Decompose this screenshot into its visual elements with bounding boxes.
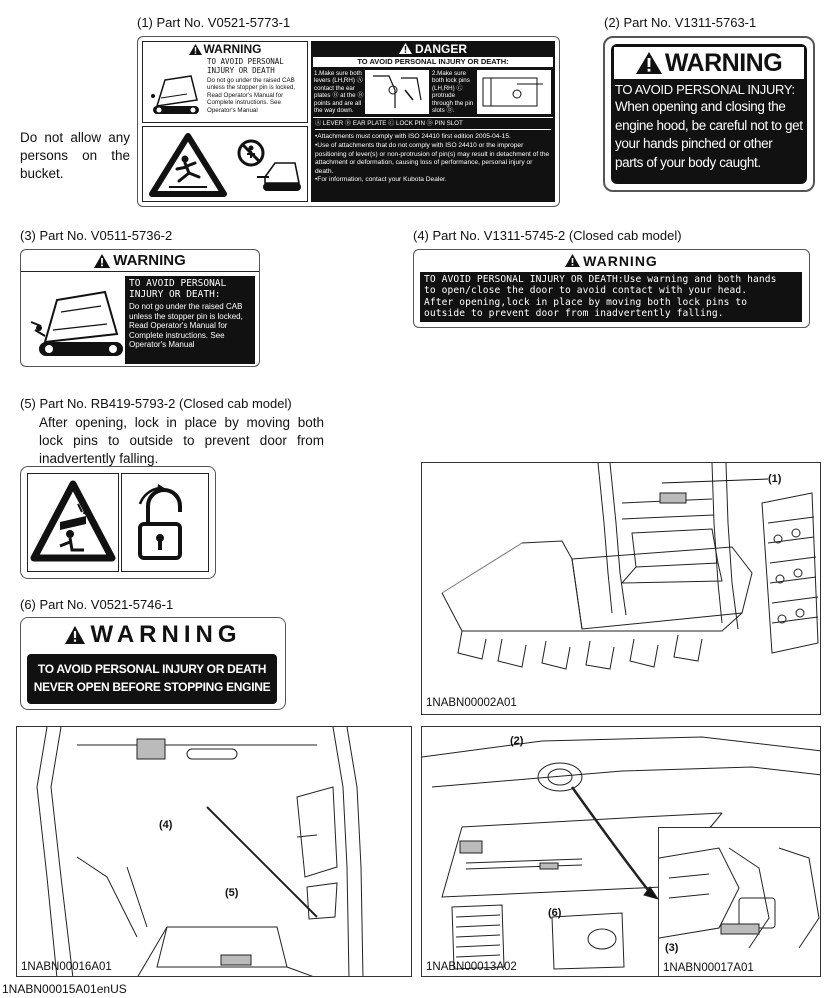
label1-step1-text: 1.Make sure both levers (LH,RH) Ⓐ contact the ear plates Ⓑ at the Ⓑ points and are all the way down. [314, 70, 364, 115]
fig4-id: 1NABN00017A01 [663, 962, 754, 974]
figure-machine-front [421, 462, 821, 715]
machine-front-drawing [422, 463, 821, 715]
label6-line1: TO AVOID PERSONAL INJURY OR DEATH [37, 662, 267, 676]
label5-caption: (5) Part No. RB419-5793-2 (Closed cab model) [20, 396, 292, 411]
label5-left-cell [27, 473, 119, 572]
label4-text-panel [420, 272, 802, 322]
fig2-callout-b: (5) [225, 887, 239, 899]
fig4-callout: (3) [665, 942, 679, 954]
label1-bullets [315, 133, 551, 185]
label5-right-cell [121, 473, 209, 572]
label1-step2-text: 2.Make sure both lock pins (LH,RH) Ⓒ protrude through the pin slots Ⓓ. [432, 70, 474, 115]
label3-header [21, 250, 259, 272]
label1-danger-panel [311, 41, 555, 202]
label4-caption: (4) Part No. V1311-5745-2 (Closed cab model) [413, 228, 682, 243]
label6-line2: NEVER OPEN BEFORE STOPPING ENGINE [33, 680, 271, 694]
fig1-id: 1NABN00002A01 [426, 697, 517, 709]
figure-cab-interior [16, 726, 412, 977]
label3-decal [20, 249, 260, 367]
label6-header [21, 618, 285, 652]
label1-bullet3: •For information, contact your Kubota Dealer. [315, 176, 447, 184]
label1-warning-body: Do not go under the raised CAB unless the stopper pin is locked, Read Operator's Manual for Complete instructions. See Operator's Manual [207, 77, 296, 114]
label1-decal [137, 36, 560, 207]
fig2-id: 1NABN00016A01 [21, 961, 112, 973]
label6-text-panel [27, 654, 277, 704]
label3-title: WARNING [113, 252, 186, 269]
label2-body [611, 44, 807, 184]
lock-pin-diagram-icon [477, 70, 551, 114]
warning-triangle-icon [189, 44, 202, 55]
label5-decal [20, 466, 216, 579]
lever-diagram-icon [365, 70, 429, 114]
label1-bullet2: •Use of attachments that do not comply with ISO 24410 or the improper positioning of lever(s) or non-protrusion of pin(s) may result in detachment of the attachment or deformation, causing loss of performance, personal injury or death. [315, 142, 550, 175]
label2-text: When opening and closing the engine hood, be careful not to get your hands pinched or other parts of your body caught. [615, 99, 803, 170]
warning-triangle-icon [94, 254, 110, 268]
label4-decal [413, 249, 810, 328]
label1-caption: (1) Part No. V0521-5773-1 [137, 15, 291, 30]
label1-bullet1: •Attachments must comply with ISO 24410 first edition 2005-04-15. [315, 133, 511, 141]
cab-interior-drawing [17, 727, 412, 977]
label2-caption: (2) Part No. V1311-5763-1 [604, 15, 757, 30]
raised-cab-pictogram [27, 278, 131, 362]
label2-decal [603, 36, 815, 192]
label1-warning-head: TO AVOID PERSONAL INJURY OR DEATH [207, 57, 284, 75]
label1-danger-steps [313, 68, 553, 118]
fig3-id: 1NABN00013A02 [426, 961, 517, 973]
label6-decal [20, 617, 286, 710]
label3-body: Do not go under the raised CAB unless the stopper pin is locked, Read Operator's Manual for Complete instructions. See Operator's Manual [129, 302, 243, 350]
figure-engine-compartment [421, 726, 821, 977]
raised-cab-pictogram [147, 60, 205, 120]
label4-line1: TO AVOID PERSONAL INJURY OR DEATH:Use warning and both hands [424, 274, 777, 285]
no-person-on-bucket-icon [235, 137, 303, 197]
warning-triangle-icon [636, 52, 662, 74]
label5-note: After opening, lock in place by moving both lock pins to outside to prevent door from inadvertently falling. [39, 415, 324, 466]
side-note: Do not allow any persons on the bucket. [20, 130, 130, 181]
label1-warning-panel [142, 41, 308, 123]
label6-title: WARNING [90, 621, 242, 648]
label3-head: TO AVOID PERSONAL INJURY OR DEATH: [129, 278, 227, 300]
label1-warning-title: WARNING [203, 42, 262, 56]
label1-warning-text [207, 58, 305, 114]
label2-title: WARNING [664, 48, 783, 77]
label3-caption: (3) Part No. V0511-5736-2 [20, 228, 173, 243]
falling-person-triangle-icon [149, 133, 227, 197]
fig2-callout-a: (4) [159, 819, 173, 831]
label1-legend: Ⓐ LEVER Ⓑ EAR PLATE Ⓒ LOCK PIN Ⓓ PIN SLOT [315, 120, 551, 130]
inset-detail [658, 827, 821, 977]
fig3-callout-a: (2) [510, 735, 524, 747]
label2-head: TO AVOID PERSONAL INJURY: [615, 82, 795, 97]
fig1-callout: (1) [768, 473, 782, 485]
crushed-head-warning-icon [30, 480, 116, 564]
unlock-padlock-icon [132, 482, 198, 566]
label6-caption: (6) Part No. V0521-5746-1 [20, 597, 174, 612]
warning-triangle-icon [65, 626, 85, 644]
label1-danger-title: DANGER [414, 41, 467, 56]
label4-title: WARNING [583, 252, 658, 269]
label4-header [414, 250, 809, 271]
label1-danger-header [311, 41, 555, 56]
danger-triangle-icon [399, 43, 412, 54]
label1-pictogram-panel [142, 126, 308, 202]
fig3-callout-b: (6) [548, 907, 562, 919]
label4-line3: After opening,lock in place by moving both lock pins to [424, 296, 748, 308]
inset-detail-drawing [659, 828, 821, 977]
label4-line2: to open/close the door to avoid contact with your head. [424, 285, 748, 297]
label1-warning-header [143, 42, 307, 56]
label1-danger-head: TO AVOID PERSONAL INJURY OR DEATH: [313, 57, 553, 67]
warning-triangle-icon [565, 254, 580, 267]
label3-text-panel [125, 276, 255, 364]
label2-header [614, 47, 804, 79]
label4-line4: outside to prevent door from inadvertently falling. [424, 308, 724, 320]
footer-id: 1NABN00015A01enUS [2, 982, 127, 996]
